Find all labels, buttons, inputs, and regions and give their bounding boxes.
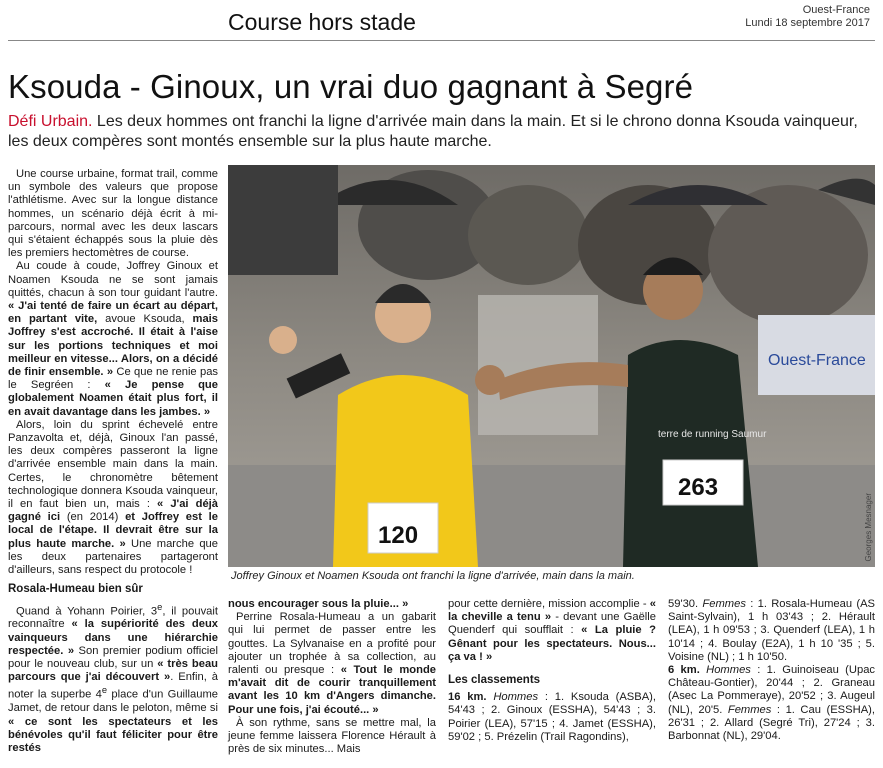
article-column-4 [668,598,875,743]
col1-paragraph-2: Au coude à coude, Joffrey Ginoux et Noamen Ksouda ne se sont jamais quittés, chacun à son tour guidant l'autre. « J'ai tenté de faire un écart au départ, en partant vite, avoue Ksouda, mais Joffrey s'est accroché. Il était à l'aise sur les portions techniques et moi meilleur en vitesse... Alors, on a décidé de finir ensemble. » Ce que ne renie pas le Segréen : « Je pense que globalement Noamen était plus fort, il en avait davantage dans les jambes. » [8,260,219,418]
col2-paragraph-1: nous encourager sous la pluie... » [228,598,409,610]
publication-date: Lundi 18 septembre 2017 [745,17,870,29]
lead-kicker: Défi Urbain. [8,113,93,130]
photo-credit: Georges Mesnager [864,492,873,561]
col2-paragraph-3: À son rythme, sans se mettre mal, la jeune femme laissera Florence Hérault à près de six minutes... Mais [228,716,436,756]
lead-text: Les deux hommes ont franchi la ligne d'arrivée main dans la main. Et si le chrono donna Ksouda vainqueur, les deux compères sont montés ensemble sur la plus haute marche. [8,113,858,150]
banner-text: Ouest-France [768,352,866,369]
article-lead [8,112,874,152]
article-column-3 [448,598,656,744]
article-headline: Ksouda - Ginoux, un vrai duo gagnant à Segré [8,68,694,105]
results-6km: 6 km. Hommes : 1. Guinoiseau (Upac Château-Gontier), 20'44 ; 2. Graneau (Asec La Pommeraye), 20'52 ; 3. Augeul (NL), 20'5. Femmes : 1. Cau (ESSHA), 26'31 ; 2. Allard (Segré Tri), 27'24 ; 3. Barbonnat (NL), 29'04. [668,664,876,743]
photo-caption: Joffrey Ginoux et Noamen Ksouda ont franchi la ligne d'arrivée, main dans la main. [231,570,635,582]
header-rule [8,40,875,41]
col1-paragraph-4: Quand à Yohann Poirier, 3e, il pouvait reconnaître « la supériorité des deux vainqueurs dans une hiérarchie respectée. » Son premier podium officiel pour le nouveau club, sur un « très beau parcours que j'ai découvert ». Enfin, à noter la superbe 4e place d'un Guillaume Jamet, de retour dans le peloton, même si « ce sont les spectateurs et les bénévoles qu'il faut féliciter pour être restés [8,601,218,754]
col2-paragraph-2: Perrine Rosala-Humeau a un gabarit qui lui permet de passer entre les gouttes. La Sylvanaise en a profité pour ajouter un trophée à sa collection, au ralenti ou presque : « Tout le monde m'avait dit de courir tranquillement avant les 10 km d'Angers dimanche. Pour une fois, j'ai écouté... » [228,611,436,716]
col1-paragraph-3: Alors, loin du sprint échevelé entre Panzavolta et, déjà, Ginoux l'an passé, les deux compères passeront la ligne d'arrivée ensemble main dans la main. Certes, le chronomètre bêtement technologique donnera Ksouda vainqueur, il en faut bien un, mais : « J'ai déjà gagné ici (en 2014) et Joffrey est le local de l'étape. Il devrait être sur la plus haute marche. » Une marche que les deux partenaires partageront d'ailleurs, sans respect du protocole ! [8,418,219,577]
article-photo [228,165,875,567]
results-16km: 16 km. Hommes : 1. Ksouda (ASBA), 54'43 ; 2. Ginoux (ESSHA), 54'43 ; 3. Poirier (LEA), 57'15 ; 4. Jamet (ESSHA), 59'02 ; 5. Prézelin (Trail Ragondins), [448,691,656,743]
col1-paragraph-1: Une course urbaine, format trail, comme un symbole des valeurs que propose l'athlétisme. Avec sur la longue distance hommes, un scénario déjà écrit à mi-parcours, normal avec les deux lascars qui s'étaient échappés sous la pluie dès les premiers hectomètres de course. [8,168,218,260]
newspaper-brand: Ouest-France [802,4,870,16]
col3-paragraph-1: pour cette dernière, mission accomplie - « la cheville a tenu » - devant une Gaëlle Quenderf qui soufflait : « La pluie ? Gênant pour les spectateurs. Nous... ça va ! » [448,598,656,663]
results-16km-women: 59'30. Femmes : 1. Rosala-Humeau (AS Saint-Sylvain), 1 h 03'43 ; 2. Hérault (LEA), 1 h 09'53 ; 3. Quenderf (LEA), 1 h 10'14 ; 4. Boulay (E2A), 1 h 10 '35 ; 5. Voisine (NL) ; 1 h 10'50. [668,598,875,663]
bib-right: 263 [678,474,719,501]
subheading: Rosala-Humeau bien sûr [8,583,143,596]
bib-left: 120 [378,522,419,549]
results-title: Les classements [448,674,541,687]
article-column-2 [228,598,436,756]
section-title: Course hors stade [228,9,416,35]
runner-shirt-text: terre de running Saumur [658,429,767,440]
photo-illustration [228,165,875,567]
article-column-1 [8,168,218,755]
